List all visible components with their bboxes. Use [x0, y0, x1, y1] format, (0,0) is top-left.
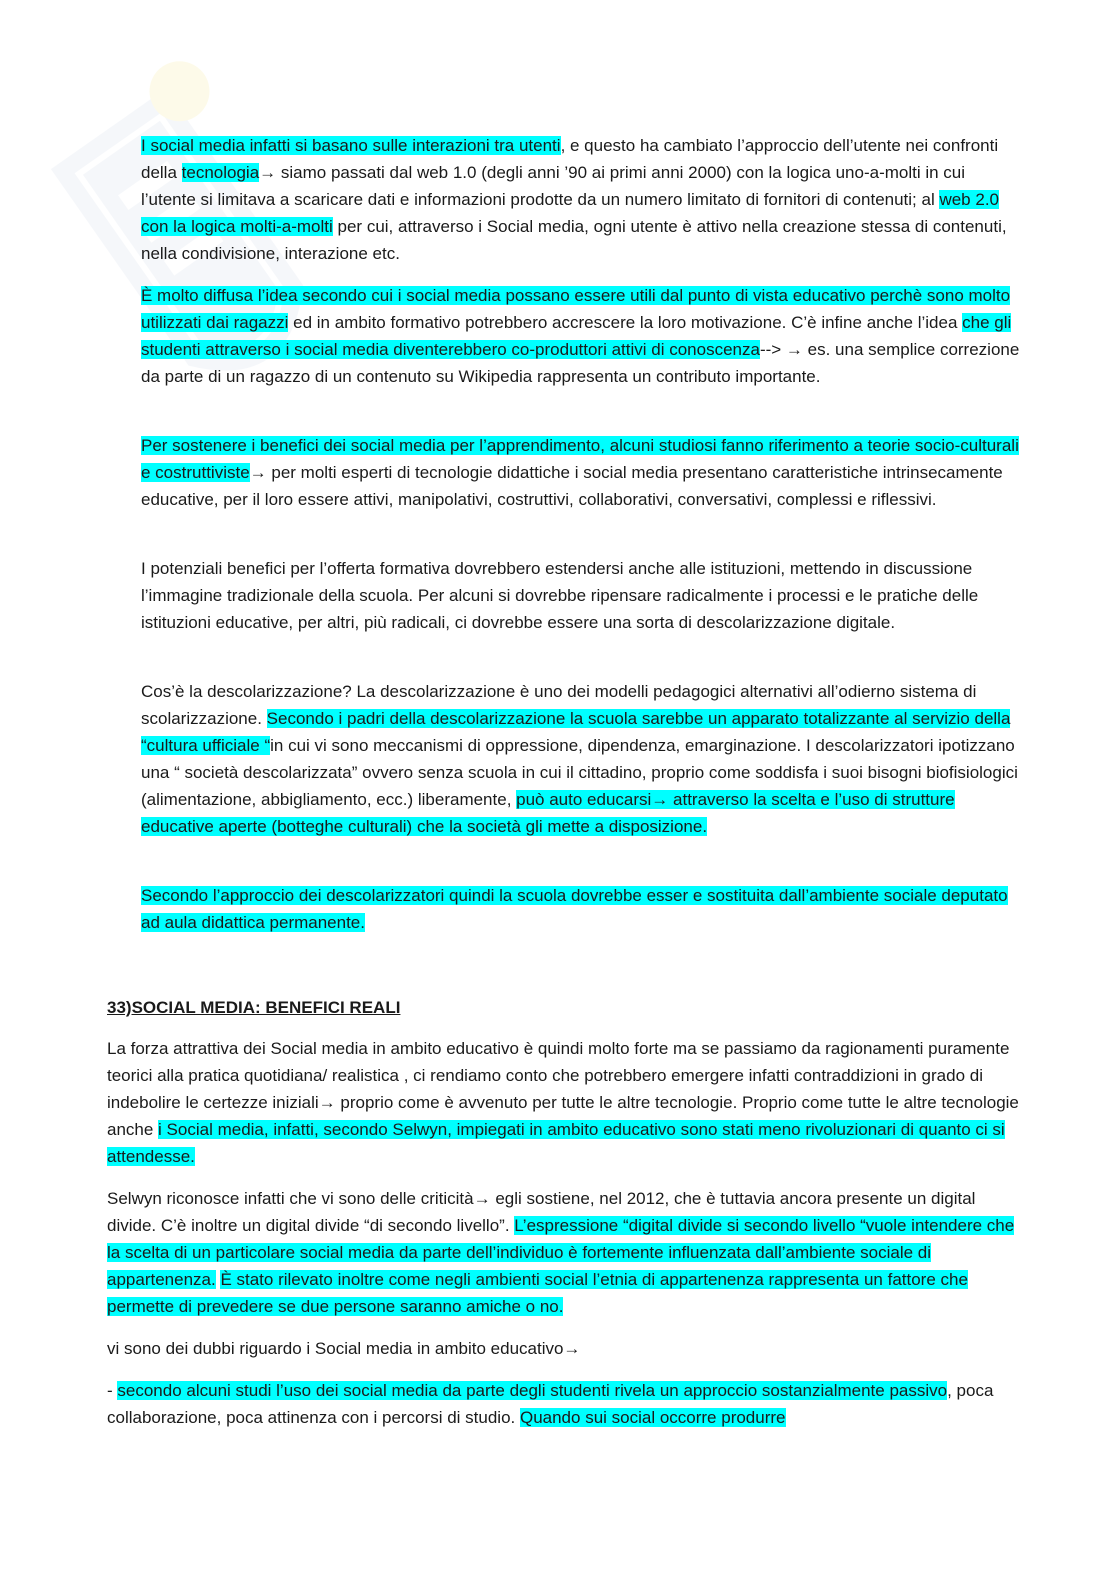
text-run: --> → es. una semplice correzione da parte di un ragazzo di un contenuto su Wikipedia rappresenta un contributo importante.: [141, 340, 1020, 386]
text-run: Cos’è la descolarizzazione? La descolarizzazione è uno dei modelli pedagogici alternativi all’odierno sistema di scolarizzazione.: [141, 682, 977, 728]
highlighted-text: può auto educarsi→ attraverso la scelta e l’uso di strutture educative aperte (botteghe culturali) che la società gli mette a disposizione.: [141, 790, 955, 836]
text-run: ed in ambito formativo potrebbero accrescere la loro motivazione. C’è infine anche l’idea: [288, 313, 963, 332]
paragraph-6: [141, 882, 1021, 936]
highlighted-text: tecnologia: [181, 163, 260, 182]
text-run: → siamo passati dal web 1.0 (degli anni ’90 ai primi anni 2000) con la logica uno-a-molti in cui l’utente si limitava a scaricare dati e informazioni prodotte da un numero limitato di fornitori di contenuti; al: [141, 163, 966, 209]
text-run: Selwyn riconosce infatti che vi sono delle criticità→ egli sostiene, nel 2012, che è tuttavia ancora presente un digital divide. C’è inoltre un digital divide “di secondo livello”.: [107, 1189, 976, 1235]
paragraph-2: [141, 282, 1021, 390]
paragraph-7: [107, 1035, 1022, 1170]
paragraph-1: [141, 132, 1021, 267]
text-run: I potenziali benefici per l’offerta formativa dovrebbero estendersi anche alle istituzioni, mettendo in discussione l’immagine tradizionale della scuola. Per alcuni si dovrebbe ripensare radicalmente i processi e le pratiche delle istituzioni educative, per altri, più radicali, ci dovrebbe essere una sorta di descolarizzazione digitale.: [141, 559, 979, 632]
highlighted-text: Secondo l’approccio dei descolarizzatori quindi la scuola dovrebbe esser e sostituita dall’ambiente sociale deputato ad aula didattica permanente.: [141, 886, 1008, 932]
highlighted-text: Quando sui social occorre produrre: [519, 1408, 786, 1427]
text-run: , poca collaborazione, poca attinenza con i percorsi di studio.: [107, 1381, 994, 1427]
text-run: , e questo ha cambiato l’approccio dell’utente nei confronti della: [141, 136, 999, 182]
paragraph-10: [107, 1377, 1022, 1431]
paragraph-8: [107, 1185, 1022, 1320]
highlighted-text: secondo alcuni studi l’uso dei social media da parte degli studenti rivela un approccio sostanzialmente passivo: [117, 1381, 948, 1400]
highlighted-text: Secondo i padri della descolarizzazione la scuola sarebbe un apparato totalizzante al servizio della “cultura ufficiale “: [141, 709, 1011, 755]
highlighted-text: i Social media, infatti, secondo Selwyn, impiegati in ambito educativo sono stati meno rivoluzionari di quanto ci si attendesse.: [107, 1120, 1005, 1166]
text-run: La forza attrattiva dei Social media in ambito educativo è quindi molto forte ma se passiamo da ragionamenti puramente teorici alla pratica quotidiana/ realistica , ci rendiamo conto che potrebbero emergere infatti contraddizioni in grado di indebolire le certezze iniziali→ proprio come è avvenuto per tutte le altre tecnologie. Proprio come tutte le altre tecnologie anche: [107, 1039, 1019, 1139]
highlighted-text: L’espressione “digital divide si secondo livello “vuole intendere che la scelta di un particolare social media da parte dell’individuo è fortemente influenzata dall’ambiente sociale di appartenenza.: [107, 1216, 1015, 1289]
highlighted-text: È molto diffusa l’idea secondo cui i social media possano essere utili dal punto di vista educativo perchè sono molto utilizzati dai ragazzi: [141, 286, 1011, 332]
highlighted-text: Per sostenere i benefici dei social media per l’apprendimento, alcuni studiosi fanno riferimento a teorie socio-culturali e costruttiviste: [141, 436, 1019, 482]
paragraph-9: [107, 1335, 1022, 1362]
highlighted-text: web 2.0 con la logica molti-a-molti: [141, 190, 999, 236]
highlighted-text: I social media infatti si basano sulle interazioni tra utenti: [141, 136, 561, 155]
text-run: per cui, attraverso i Social media, ogni utente è attivo nella creazione stessa di contenuti, nella condivisione, interazione etc.: [141, 217, 1007, 263]
highlighted-text: che gli studenti attraverso i social media diventerebbero co-produttori attivi di conoscenza: [141, 313, 1012, 359]
highlighted-text: È stato rilevato inoltre come negli ambienti social l’etnia di appartenenza rappresenta un fattore che permette di prevedere se due persone saranno amiche o no.: [107, 1270, 968, 1316]
section-heading: 33)SOCIAL MEDIA: BENEFICI REALI: [107, 998, 401, 1017]
paragraph-4: [141, 555, 1021, 636]
text-run: vi sono dei dubbi riguardo i Social media in ambito educativo→: [107, 1339, 581, 1358]
paragraph-3: [141, 432, 1021, 513]
text-run: in cui vi sono meccanismi di oppressione, dipendenza, emarginazione. I descolarizzatori ipotizzano una “ società descolarizzata” ovvero senza scuola in cui il cittadino, proprio come soddisfa i suoi bisogni biofisiologici (alimentazione, abbigliamento, ecc.) liberamente,: [141, 736, 1018, 809]
paragraph-5: [141, 678, 1021, 840]
text-run: -: [107, 1381, 118, 1400]
text-run: → per molti esperti di tecnologie didattiche i social media presentano caratteristiche intrinsecamente educative, per il loro essere attivi, manipolativi, costruttivi, collaborativi, conversativi, complessi e riflessivi.: [141, 463, 1003, 509]
